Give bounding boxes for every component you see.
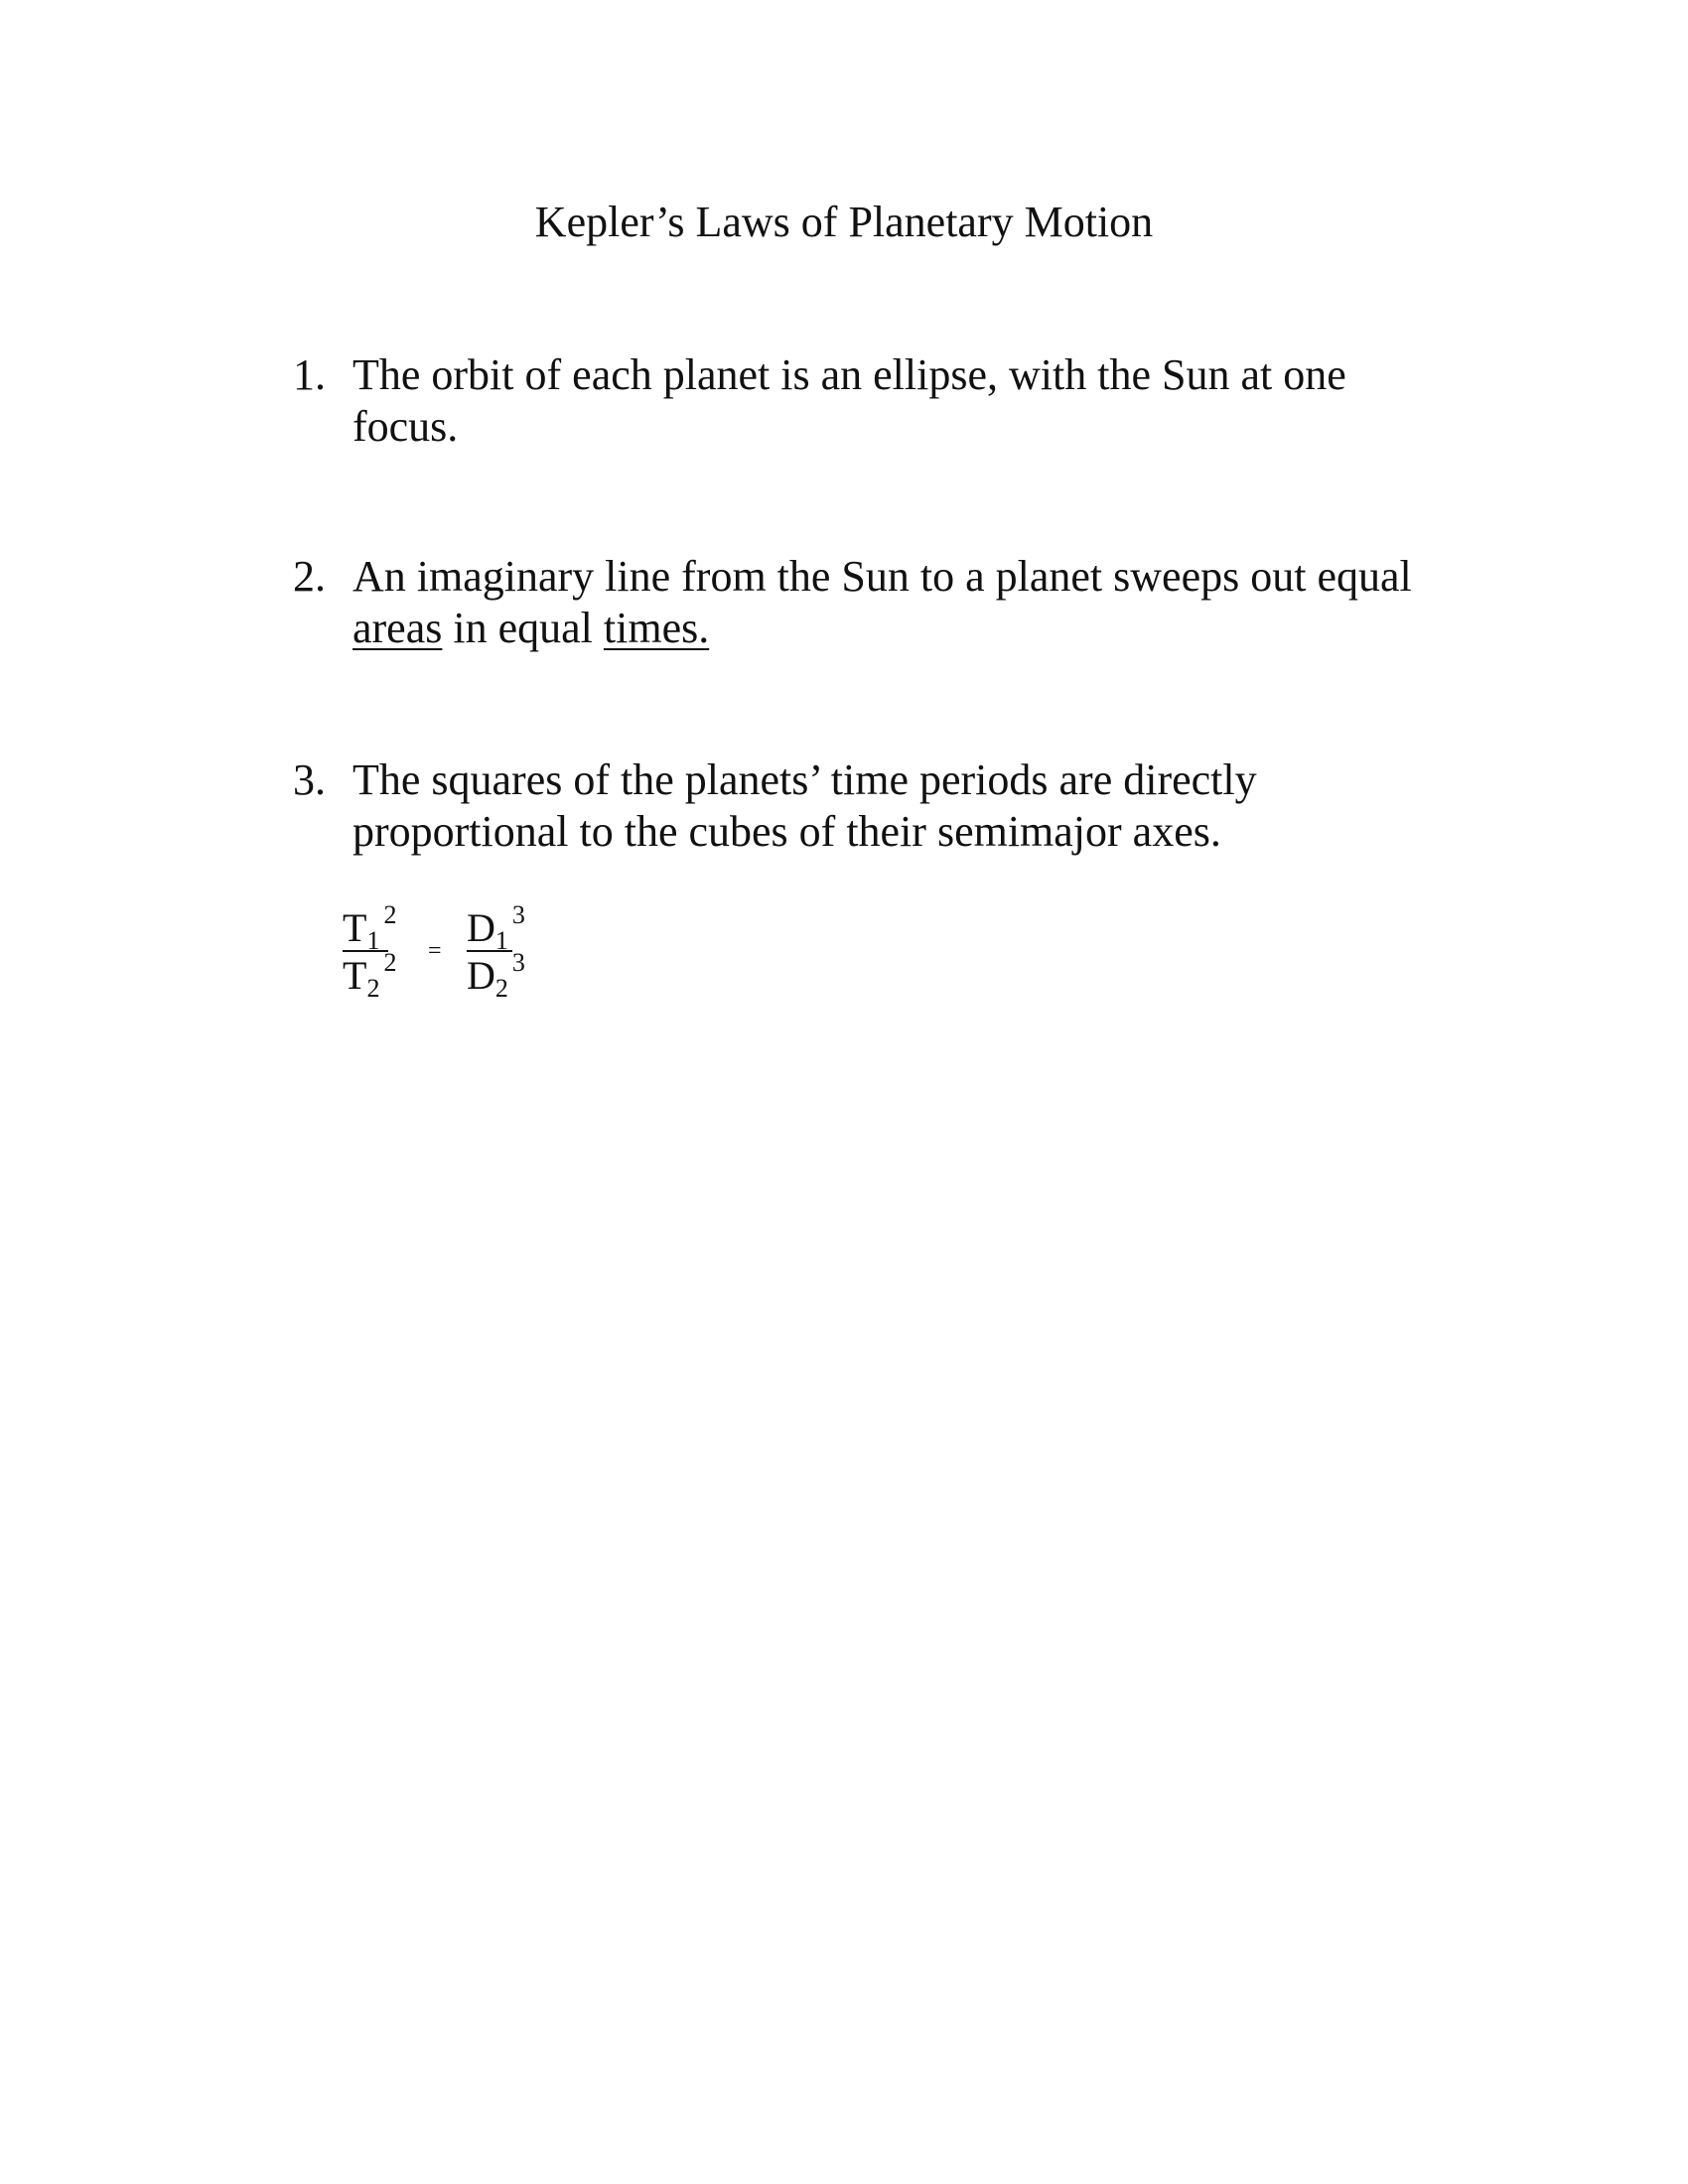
symbol-d: D (467, 953, 495, 998)
subscript: 2 (366, 974, 380, 1003)
fraction-bar (343, 950, 388, 952)
subscript: 1 (494, 926, 508, 955)
law-number: 1. (293, 350, 326, 399)
fraction-denominator (467, 948, 525, 1003)
underlined-word-areas: areas (352, 604, 443, 652)
fraction-numerator (467, 900, 525, 955)
fraction-numerator (343, 900, 397, 955)
superscript: 3 (511, 900, 525, 929)
law-text (352, 551, 1445, 654)
symbol-d: D (467, 905, 495, 950)
law-text-part: in equal (442, 604, 604, 652)
equals-sign: = (428, 938, 442, 964)
symbol-t: T (343, 953, 367, 998)
law-text-part: An imaginary line from the Sun to a planet sweeps out equal (352, 552, 1412, 601)
symbol-t: T (343, 905, 367, 950)
superscript: 2 (383, 900, 397, 929)
period-ratio-fraction (343, 898, 422, 1008)
fraction-bar (467, 950, 512, 952)
distance-ratio-fraction (467, 898, 546, 1008)
page-title: Kepler’s Laws of Planetary Motion (534, 198, 1154, 246)
law-number: 2. (293, 552, 326, 601)
superscript: 2 (383, 948, 397, 977)
law-text: The squares of the planets’ time periods are directly proportional to the cubes of their semimajor axes. (352, 755, 1257, 856)
subscript: 2 (494, 974, 508, 1003)
subscript: 1 (366, 926, 380, 955)
superscript: 3 (511, 948, 525, 977)
kepler-third-law-formula (343, 898, 601, 1018)
law-text: The orbit of each planet is an ellipse, with the Sun at one focus. (352, 350, 1346, 451)
fraction-denominator (343, 948, 397, 1003)
law-number: 3. (293, 755, 326, 804)
underlined-word-times: times. (603, 604, 710, 652)
